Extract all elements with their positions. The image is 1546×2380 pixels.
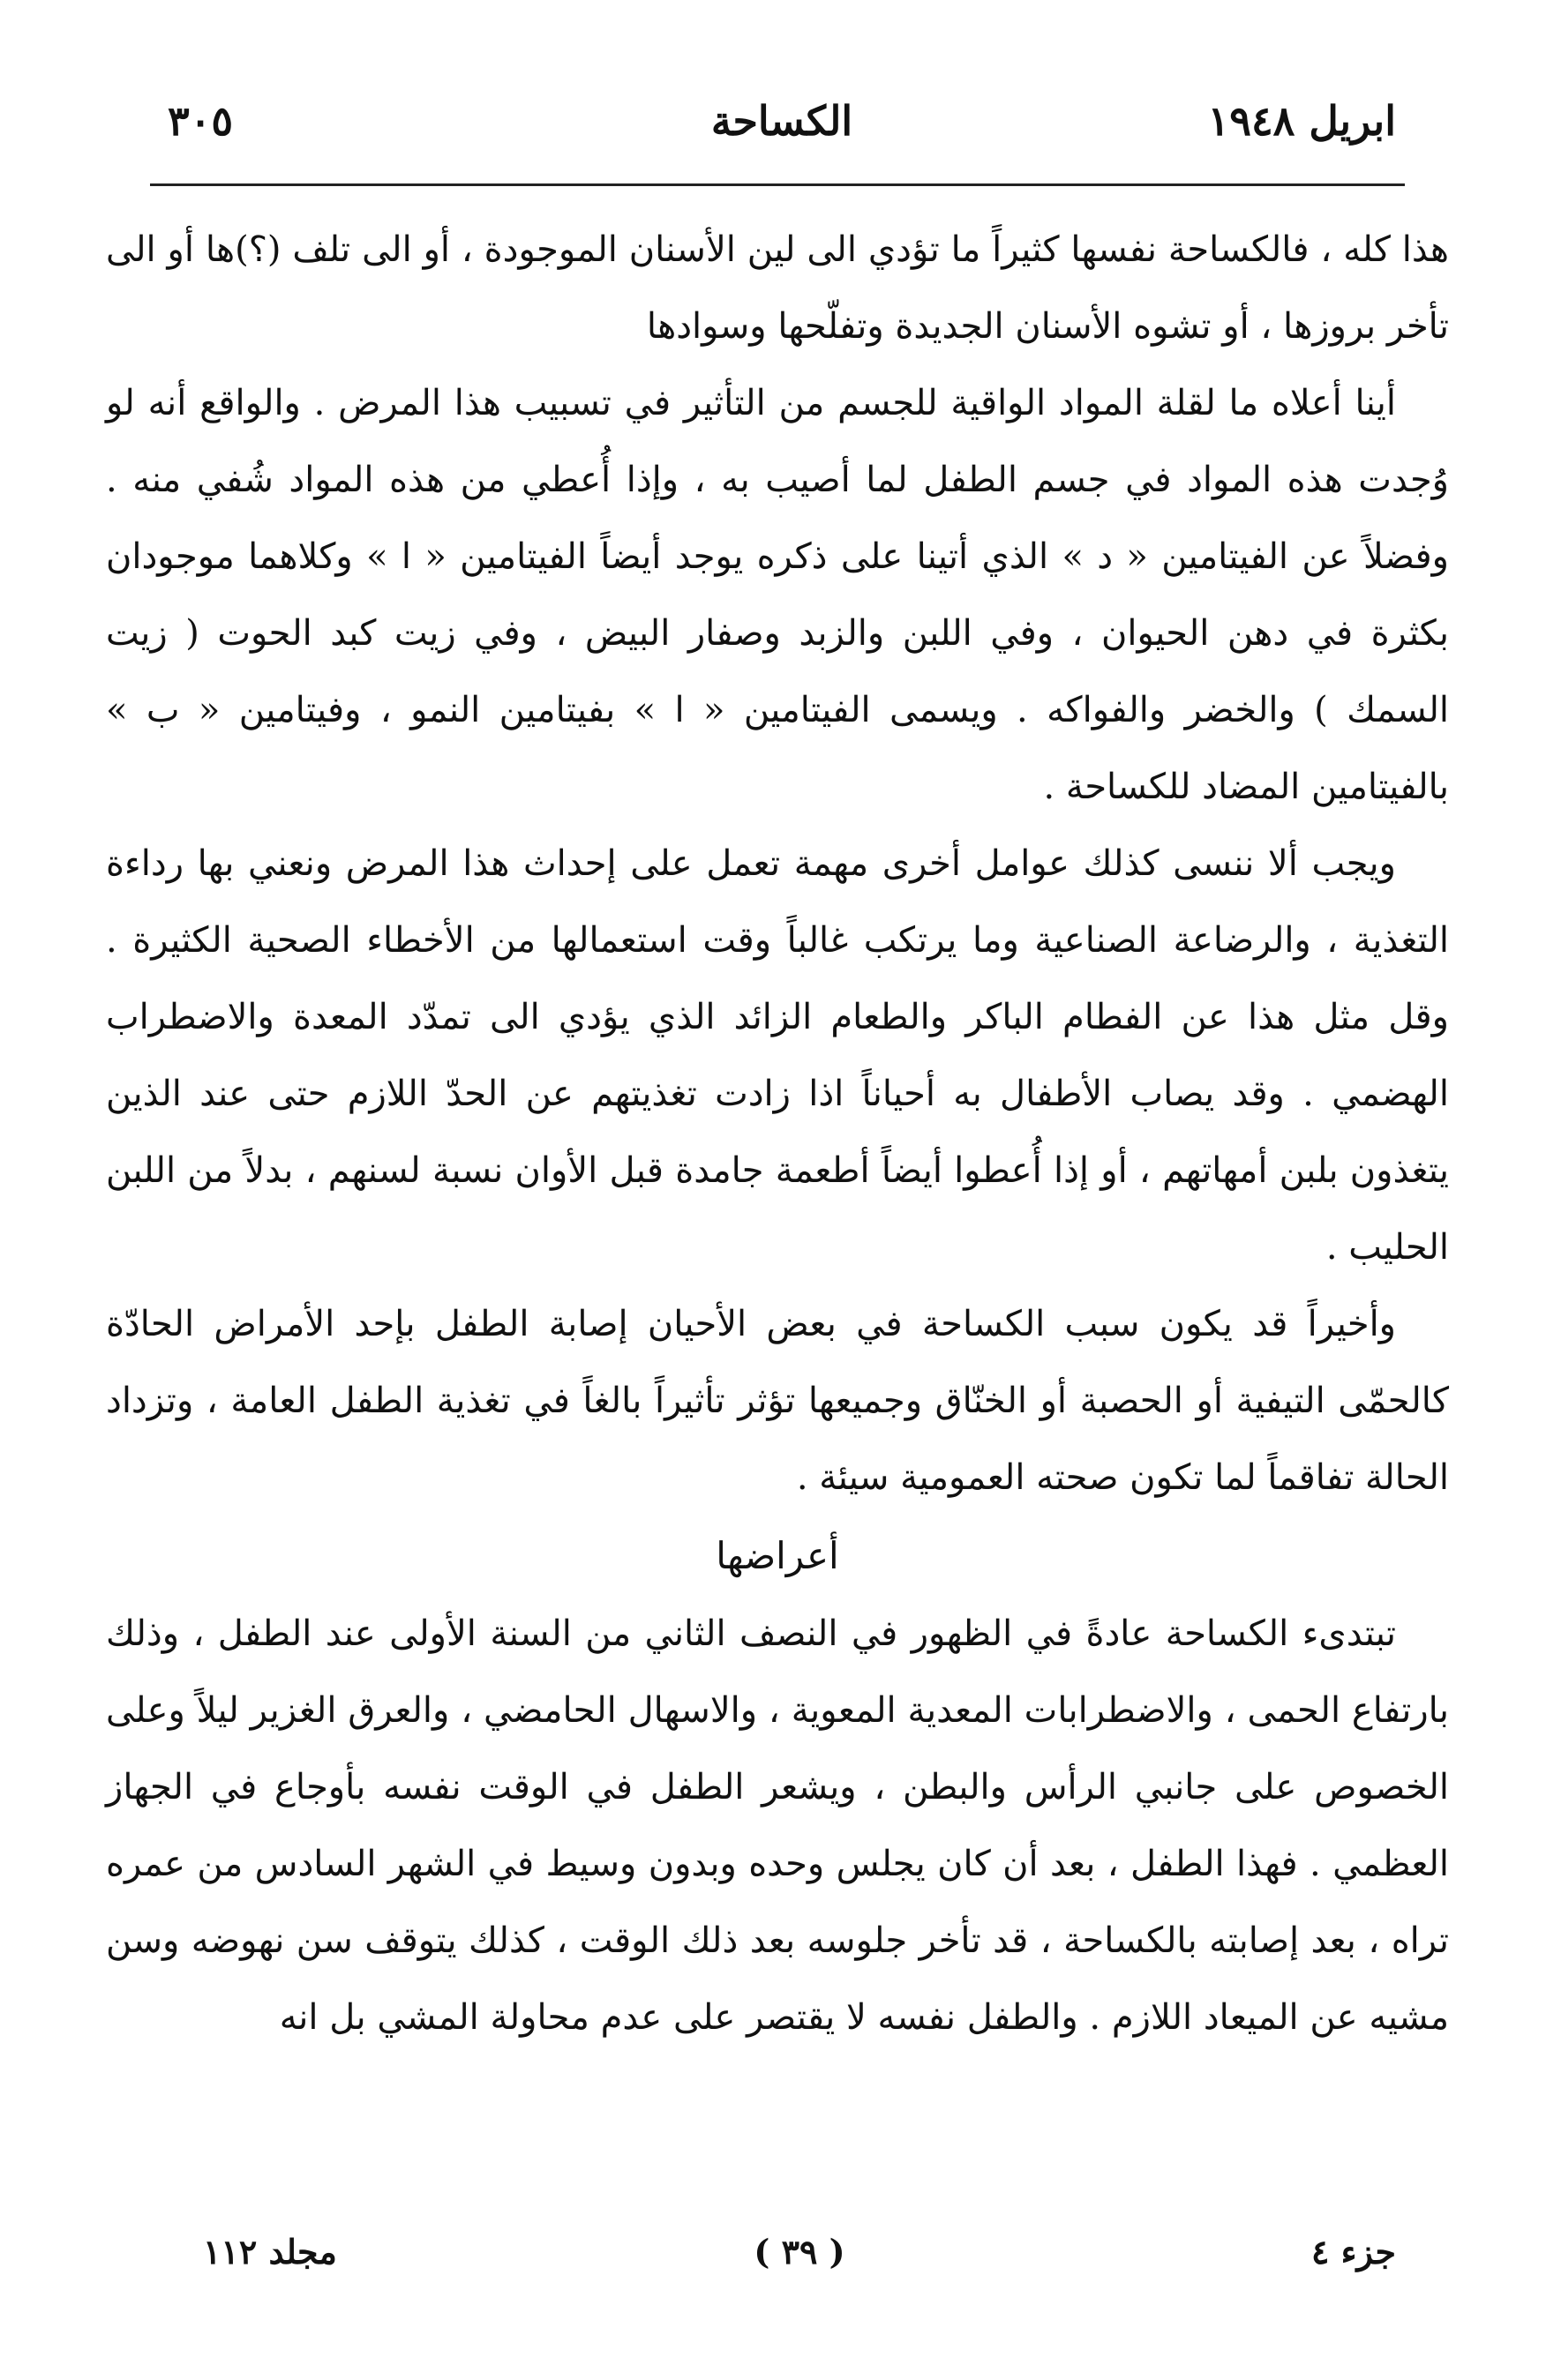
paragraph-5: تبتدىء الكساحة عادةً في الظهور في النصف الثاني من السنة الأولى عند الطفل ، وذلك بارتفاع الحمى ، والاضطرابات المعدية المعوية ، والاسهال الحامضي ، والعرق الغزير ليلاً وعلى الخصوص على جانبي الرأس والبطن ، ويشعر الطفل في الوقت نفسه بأوجاع في الجهاز العظمي . فهذا الطفل ، بعد أن كان يجلس وحده وبدون وسيط في الشهر السادس من عمره تراه ، بعد إصابته بالكساحة ، قد تأخر جلوسه بعد ذلك الوقت ، كذلك يتوقف سن نهوضه وسن مشيه عن الميعاد اللازم . والطفل نفسه لا يقتصر على عدم محاولة المشي بل انه: [106, 1613, 1449, 2038]
body-text: [106, 212, 1449, 2056]
page-footer: [203, 2232, 1396, 2285]
paragraph-3: ويجب ألا ننسى كذلك عوامل أخرى مهمة تعمل على إحداث هذا المرض ونعني بها رداءة التغذية ، والرضاعة الصناعية وما يرتكب غالباً وقت استعمالها من الأخطاء الصحية الكثيرة . وقل مثل هذا عن الفطام الباكر والطعام الزائد الذي يؤدي الى تمدّد المعدة والاضطراب الهضمي . وقد يصاب الأطفال به أحياناً اذا زادت تغذيتهم عن الحدّ اللازم حتى عند الذين يتغذون بلبن أمهاتهم ، أو إذا أُعطوا أيضاً أطعمة جامدة قبل الأوان نسبة لسنهم ، بدلاً من اللبن الحليب .: [106, 843, 1449, 1268]
footer-part: جزء ٤: [1311, 2232, 1396, 2271]
running-header: [168, 97, 1396, 168]
footer-volume: مجلد ١١٢: [203, 2232, 337, 2271]
footer-issue-number: ( ٣٩ ): [754, 2232, 845, 2271]
section-heading: أعراضها: [716, 1534, 839, 1577]
paragraph-1: هذا كله ، فالكساحة نفسها كثيراً ما تؤدي الى لين الأسنان الموجودة ، أو الى تلف (؟)ها أو الى تأخر بروزها ، أو تشوه الأسنان الجديدة وتفلّحها وسوادها: [106, 229, 1449, 347]
header-page-number: ٣٠٥: [168, 97, 234, 145]
header-divider: [150, 183, 1405, 186]
paragraph-2: أينا أعلاه ما لقلة المواد الواقية للجسم من التأثير في تسبيب هذا المرض . والواقع أنه لو وُجدت هذه المواد في جسم الطفل لما أصيب به ، وإذا أُعطي من هذه المواد شُفي منه . وفضلاً عن الفيتامين « د » الذي أتينا على ذكره يوجد أيضاً الفيتامين « ا » وكلاهما موجودان بكثرة في دهن الحيوان ، وفي اللبن والزبد وصفار البيض ، وفي زيت كبد الحوت ( زيت السمك ) والخضر والفواكه . ويسمى الفيتامين « ا » بفيتامين النمو ، وفيتامين « ب » بالفيتامين المضاد للكساحة .: [106, 383, 1449, 807]
header-title: الكساحة: [710, 97, 853, 145]
paragraph-4: وأخيراً قد يكون سبب الكساحة في بعض الأحيان إصابة الطفل بإحد الأمراض الحادّة كالحمّى التيفية أو الحصبة أو الخنّاق وجميعها تؤثر تأثيراً بالغاً في تغذية الطفل العامة ، وتزداد الحالة تفاقماً لما تكون صحته العمومية سيئة .: [106, 1304, 1449, 1498]
header-date: ابريل ١٩٤٨: [1207, 97, 1396, 145]
